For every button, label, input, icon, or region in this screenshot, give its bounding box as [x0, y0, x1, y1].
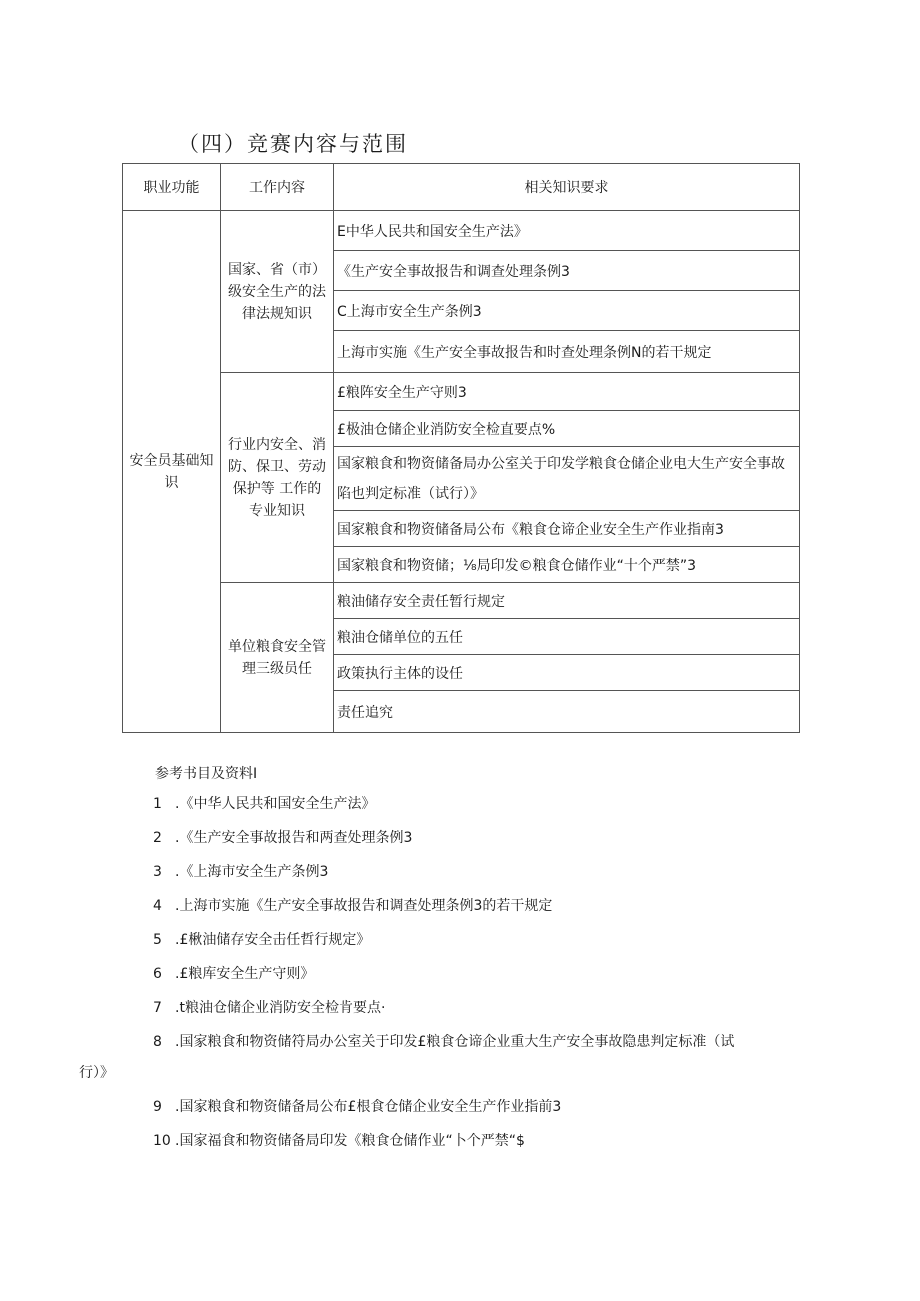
reference-text: .《中华人民共和国安全生产法》	[175, 796, 376, 812]
reference-number: 8	[153, 1034, 162, 1050]
contest-scope-table	[122, 163, 800, 733]
reference-text: .t粮油仓储企业消防安全检肯要点·	[175, 1000, 386, 1016]
content-cell-responsibility: 单位粮食安全管理三级员任	[221, 583, 334, 733]
requirement-item: £粮阵安全生产守则3	[334, 373, 800, 411]
reference-number: 4	[153, 898, 162, 914]
header-function: 职业功能	[123, 164, 221, 211]
list-item	[0, 1130, 805, 1152]
requirement-item: 国家粮食和物资储备局办公室关于印发学粮食仓储企业电大生产安全事故陷也判定标准（试行）》	[334, 447, 800, 511]
references-title: 参考书目及资料I	[155, 766, 258, 782]
list-item	[0, 997, 805, 1019]
content-cell-laws: 国家、省（市）级安全生产的法律法规知识	[221, 211, 334, 373]
list-item	[0, 1031, 805, 1084]
list-item	[0, 929, 805, 951]
reference-text: .《生产安全事故报告和两查处理条例3	[175, 830, 413, 846]
requirement-item: £极油仓储企业消防安全检直要点%	[334, 411, 800, 447]
table-header-row	[123, 164, 800, 211]
list-item	[0, 963, 805, 985]
reference-number: 9	[153, 1099, 162, 1115]
requirement-item: 粮油储存安全责任暂行规定	[334, 583, 800, 619]
reference-text: .国家福食和物资储备局印发《粮食仓储作业“卜个严禁“$	[175, 1133, 525, 1149]
header-requirements: 相关知识要求	[334, 164, 800, 211]
requirement-item: 粮油仓储单位的五任	[334, 619, 800, 655]
table-row	[123, 211, 800, 251]
requirement-item: 上海市实施《生产安全事故报告和时查处理条例N的若干规定	[334, 331, 800, 373]
list-item	[0, 793, 805, 815]
reference-text: .上海市实施《生产安全事故报告和调查处理条例3的若干规定	[175, 898, 553, 914]
reference-text: .£粮库安全生产守则》	[175, 966, 315, 982]
requirement-item: 国家粮食和物资储；⅛局印发©粮食仓储作业“十个严禁”3	[334, 547, 800, 583]
requirement-item: 责任追究	[334, 691, 800, 733]
requirement-item: 国家粮食和物资储备局公布《粮食仓谛企业安全生产作业指南3	[334, 511, 800, 547]
section-title: （四）竞赛内容与范围	[178, 132, 408, 156]
requirement-item: E中华人民共和国安全生产法》	[334, 211, 800, 251]
list-item	[0, 827, 805, 849]
reference-number: 10	[153, 1133, 171, 1149]
reference-number: 2	[153, 830, 162, 846]
requirement-item: 政策执行主体的设任	[334, 655, 800, 691]
requirement-item: C上海市安全生产条例3	[334, 291, 800, 331]
table-row	[123, 583, 800, 619]
requirement-item: 《生产安全事故报告和调查处理条例3	[334, 251, 800, 291]
list-item	[0, 1096, 805, 1118]
content-cell-industry: 行业内安全、消防、保卫、劳动保护等 工作的 专业知识	[221, 373, 334, 583]
list-item	[0, 895, 805, 917]
reference-number: 6	[153, 966, 162, 982]
header-content: 工作内容	[221, 164, 334, 211]
reference-number: 1	[153, 796, 162, 812]
reference-text: .国家粮食和物资储备局公布£根食仓储企业安全生产作业指前3	[175, 1099, 562, 1115]
table-row	[123, 373, 800, 411]
reference-number: 5	[153, 932, 162, 948]
reference-text: .《上海市安全生产条例3	[175, 864, 329, 880]
reference-number: 3	[153, 864, 162, 880]
reference-text-continued: 行）》	[79, 1065, 114, 1081]
reference-number: 7	[153, 1000, 162, 1016]
reference-text: .国家粮食和物资储符局办公室关于印发£粮食仓谛企业重大生产安全事故隐患判定标准（试	[175, 1034, 735, 1050]
reference-text: .£楸油储存安全击任哲行规定》	[175, 932, 371, 948]
list-item	[0, 861, 805, 883]
function-cell: 安全员基础知识	[123, 211, 221, 733]
references-list	[0, 793, 920, 1164]
